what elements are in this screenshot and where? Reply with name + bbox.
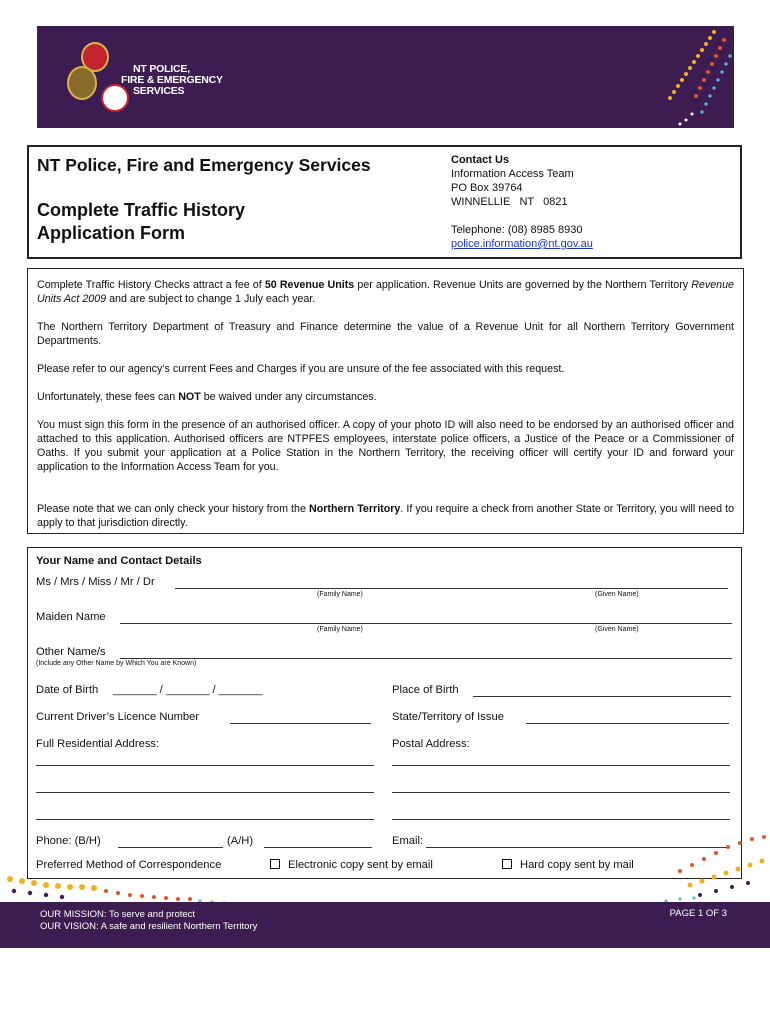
residential-address-label: Full Residential Address:	[36, 738, 160, 750]
contact-details	[451, 153, 593, 251]
maiden-name-label: Maiden Name	[36, 611, 106, 623]
state-of-issue-label: State/Territory of Issue	[392, 711, 504, 723]
contact-team: Information Access Team	[451, 168, 574, 180]
form-title-line: Application Form	[37, 223, 185, 243]
footer	[0, 902, 770, 948]
vision-statement: OUR VISION: A safe and resilient Northern Territory	[40, 921, 258, 932]
residential-address-line[interactable]	[36, 765, 374, 766]
option-hard-copy[interactable]: Hard copy sent by mail	[502, 859, 634, 871]
residential-address-line[interactable]	[36, 792, 374, 793]
info-paragraph: Please note that we can only check your history from the Northern Territory. If you require a check from another State or Territory, you will need to apply to that jurisdiction directly.	[37, 503, 735, 529]
section-title: Your Name and Contact Details	[36, 555, 202, 567]
name-contact-details-section	[27, 547, 742, 879]
title-label: Ms / Mrs / Miss / Mr / Dr	[36, 576, 155, 588]
form-title-line: Complete Traffic History	[37, 200, 246, 220]
logo-text	[121, 64, 223, 97]
mission-statement: OUR MISSION: To serve and protect	[40, 909, 196, 920]
info-paragraph: Unfortunately, these fees can NOT be waived under any circumstances.	[37, 391, 377, 403]
contact-email-link[interactable]: police.information@nt.gov.au	[451, 238, 593, 250]
info-paragraph: The Northern Territory Department of Treasury and Finance determine the value of a Revenue Unit for all Northern Territory Government Departments.	[37, 321, 734, 347]
residential-address-line[interactable]	[36, 819, 374, 820]
police-badge-icon	[67, 66, 97, 100]
info-paragraph: Please refer to our agency’s current Fees and Charges if you are unsure of the fee associated with this request.	[37, 363, 565, 375]
state-of-issue-field[interactable]	[526, 723, 729, 724]
postal-address-line[interactable]	[392, 819, 730, 820]
family-name-caption: (Family Name)	[317, 591, 363, 598]
contact-po-box: PO Box 39764	[451, 182, 523, 194]
info-paragraph: Complete Traffic History Checks attract a fee of 50 Revenue Units per application. Revenue Units are governed by the Northern Territory Revenue Units Act 2009 and are subject to change 1 July each year.	[37, 279, 735, 305]
phone-ah-label: (A/H)	[227, 835, 254, 847]
full-name-field[interactable]	[175, 588, 728, 589]
place-of-birth-label: Place of Birth	[392, 684, 459, 696]
maiden-name-field[interactable]	[120, 623, 732, 624]
logo-line: NT POLICE,	[133, 63, 190, 75]
date-of-birth-field[interactable]: _______ / _______ / _______	[113, 684, 263, 696]
other-names-hint: (Include any Other Name by Which You are Known)	[36, 660, 197, 667]
ntpfes-logo	[61, 36, 251, 120]
licence-number-field[interactable]	[230, 723, 371, 724]
aboriginal-dot-art-decoration	[644, 26, 734, 128]
family-name-caption: (Family Name)	[317, 626, 363, 633]
given-name-caption: (Given Name)	[595, 626, 639, 633]
form-title	[37, 199, 245, 245]
contact-telephone: Telephone: (08) 8985 8930	[451, 224, 583, 236]
aboriginal-dot-art-decoration	[0, 835, 770, 907]
info-paragraph: You must sign this form in the presence of an authorised officer. A copy of your photo ID will also need to be endorsed by an authorised officer and attached to this application. Authorised officers are NTPFES employees, interstate police officers, a Justice of the Peace or a Commissioner of Oaths. If you submit your application at a Police Station in the Northern Territory, the receiving officer will certify your ID and forward your application to the Information Access Team for you.	[37, 419, 734, 473]
contact-heading: Contact Us	[451, 154, 510, 166]
email-label: Email:	[392, 835, 424, 847]
footer-mission-vision	[40, 909, 257, 933]
correspondence-label: Preferred Method of Correspondence	[36, 859, 222, 871]
logo-line: SERVICES	[133, 85, 185, 97]
given-name-caption: (Given Name)	[595, 591, 639, 598]
page-number: PAGE 1 OF 3	[669, 908, 727, 919]
logo-line: FIRE & EMERGENCY	[121, 74, 223, 86]
place-of-birth-field[interactable]	[473, 696, 731, 697]
date-of-birth-label: Date of Birth	[36, 684, 99, 696]
other-names-label: Other Name/s	[36, 646, 106, 658]
postal-address-label: Postal Address:	[392, 738, 470, 750]
postal-address-line[interactable]	[392, 765, 730, 766]
other-names-field[interactable]	[120, 658, 732, 659]
contact-locality: WINNELLIE NT 0821	[451, 196, 568, 208]
title-box	[27, 145, 742, 259]
fee-information-box	[27, 268, 744, 534]
option-electronic-copy[interactable]: Electronic copy sent by email	[270, 859, 433, 871]
licence-number-label: Current Driver’s Licence Number	[36, 711, 200, 723]
organisation-title: NT Police, Fire and Emergency Services	[37, 155, 371, 175]
postal-address-line[interactable]	[392, 792, 730, 793]
phone-bh-label: Phone: (B/H)	[36, 835, 101, 847]
header-banner	[37, 26, 734, 128]
